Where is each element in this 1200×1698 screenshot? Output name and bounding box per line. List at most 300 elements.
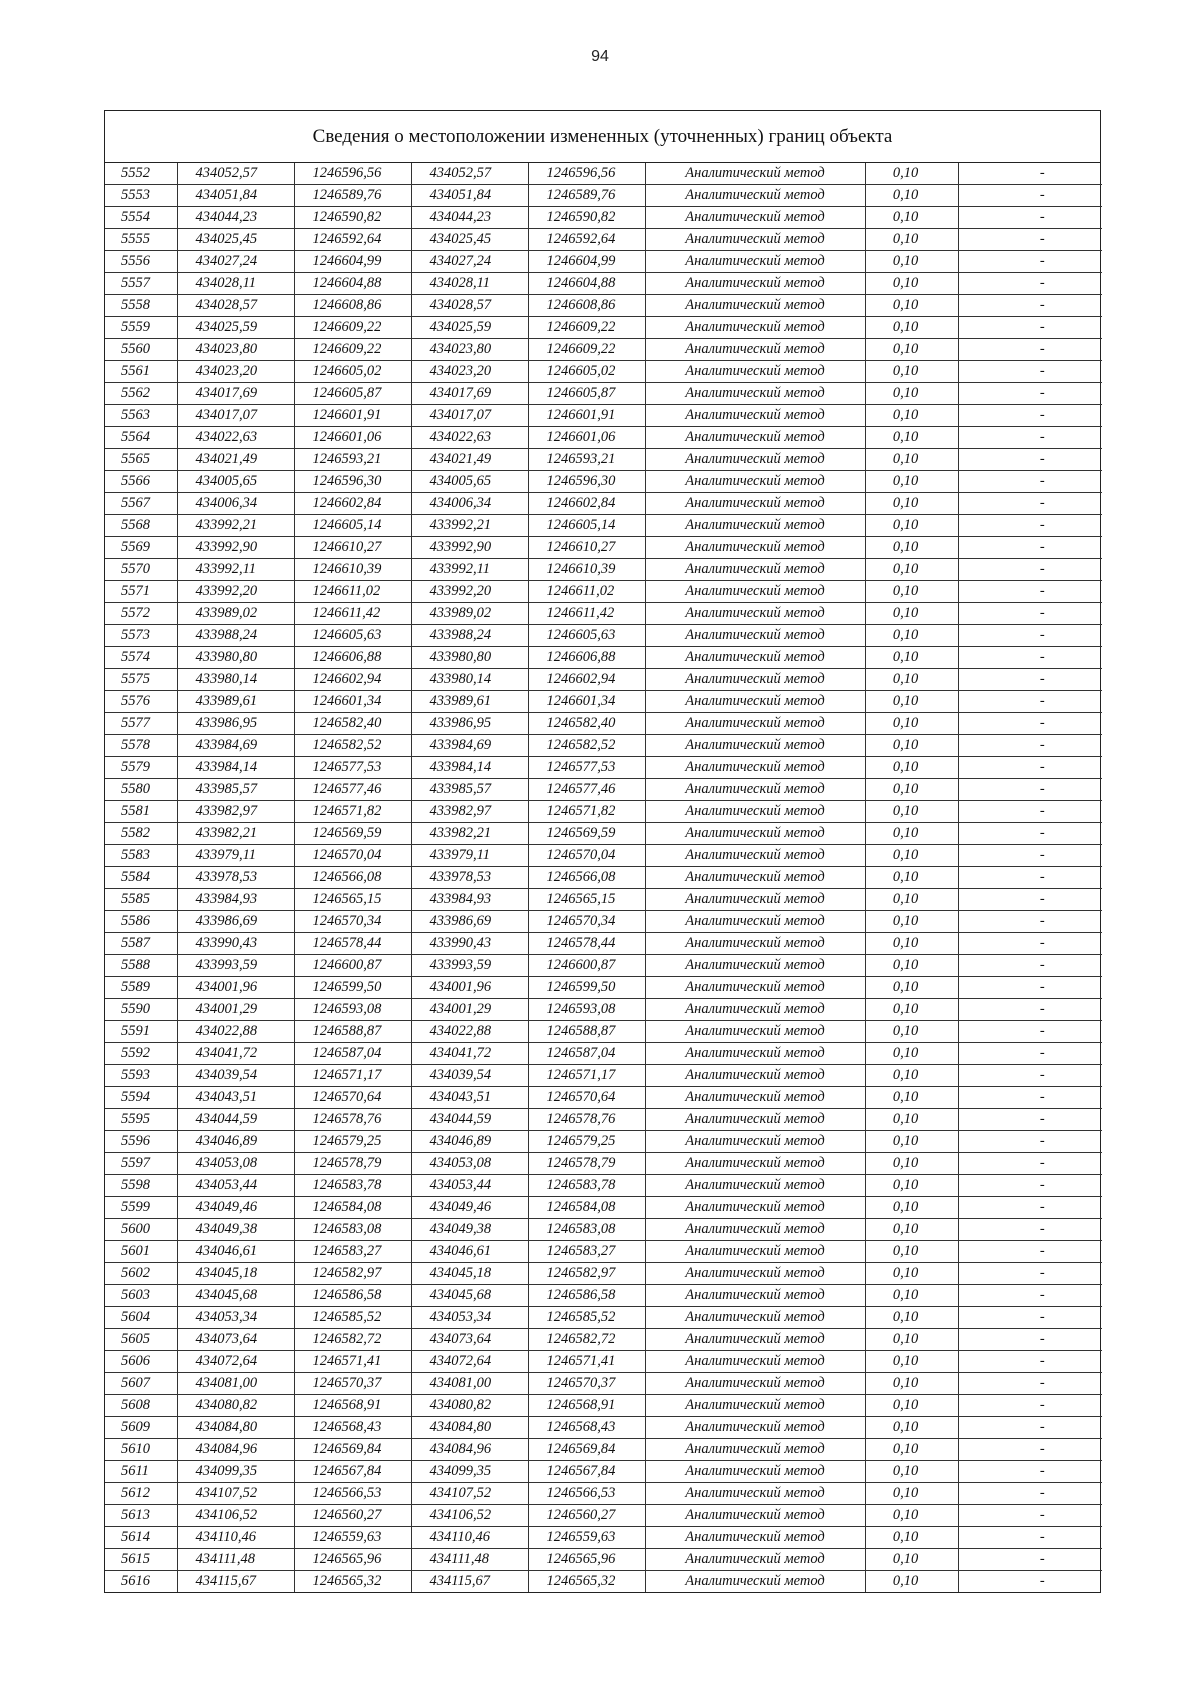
cell-x-new: 434080,82 [411, 1395, 528, 1417]
cell-y-existing: 1246582,52 [294, 735, 411, 757]
cell-y-existing: 1246605,63 [294, 625, 411, 647]
cell-point-number: 5597 [105, 1153, 177, 1175]
coordinates-table-body [105, 163, 1102, 1592]
table-row [105, 867, 1102, 889]
cell-precision: 0,10 [865, 1263, 958, 1285]
cell-y-new: 1246571,82 [528, 801, 645, 823]
cell-y-new: 1246568,43 [528, 1417, 645, 1439]
table-row [105, 1241, 1102, 1263]
cell-method: Аналитический метод [645, 1505, 865, 1527]
cell-x-existing: 434005,65 [177, 471, 294, 493]
cell-precision: 0,10 [865, 603, 958, 625]
cell-x-existing: 434053,08 [177, 1153, 294, 1175]
cell-x-new: 434107,52 [411, 1483, 528, 1505]
cell-x-existing: 434044,59 [177, 1109, 294, 1131]
cell-x-existing: 433992,20 [177, 581, 294, 603]
cell-y-existing: 1246577,46 [294, 779, 411, 801]
table-row [105, 779, 1102, 801]
cell-method: Аналитический метод [645, 691, 865, 713]
cell-x-new: 433978,53 [411, 867, 528, 889]
cell-x-existing: 434107,52 [177, 1483, 294, 1505]
cell-y-existing: 1246601,91 [294, 405, 411, 427]
table-row [105, 1021, 1102, 1043]
cell-y-existing: 1246585,52 [294, 1307, 411, 1329]
cell-description: - [958, 1483, 1102, 1505]
cell-description: - [958, 1153, 1102, 1175]
cell-y-new: 1246589,76 [528, 185, 645, 207]
cell-point-number: 5582 [105, 823, 177, 845]
cell-x-new: 434049,46 [411, 1197, 528, 1219]
cell-y-new: 1246605,87 [528, 383, 645, 405]
cell-x-existing: 433992,90 [177, 537, 294, 559]
cell-x-new: 433989,02 [411, 603, 528, 625]
table-row [105, 1087, 1102, 1109]
cell-point-number: 5565 [105, 449, 177, 471]
cell-x-existing: 434027,24 [177, 251, 294, 273]
table-row [105, 1065, 1102, 1087]
cell-method: Аналитический метод [645, 361, 865, 383]
cell-y-new: 1246605,14 [528, 515, 645, 537]
cell-method: Аналитический метод [645, 427, 865, 449]
cell-description: - [958, 691, 1102, 713]
cell-point-number: 5605 [105, 1329, 177, 1351]
cell-x-existing: 434017,07 [177, 405, 294, 427]
cell-point-number: 5557 [105, 273, 177, 295]
cell-description: - [958, 1065, 1102, 1087]
cell-method: Аналитический метод [645, 1307, 865, 1329]
cell-y-new: 1246565,96 [528, 1549, 645, 1571]
cell-x-existing: 434028,57 [177, 295, 294, 317]
cell-precision: 0,10 [865, 625, 958, 647]
cell-y-new: 1246571,41 [528, 1351, 645, 1373]
cell-x-new: 433985,57 [411, 779, 528, 801]
cell-y-new: 1246582,40 [528, 713, 645, 735]
cell-precision: 0,10 [865, 1351, 958, 1373]
cell-y-new: 1246602,94 [528, 669, 645, 691]
cell-x-existing: 434115,67 [177, 1571, 294, 1593]
cell-y-new: 1246586,58 [528, 1285, 645, 1307]
cell-x-new: 434053,08 [411, 1153, 528, 1175]
cell-x-existing: 434022,63 [177, 427, 294, 449]
cell-y-new: 1246609,22 [528, 339, 645, 361]
cell-y-existing: 1246570,64 [294, 1087, 411, 1109]
table-row [105, 581, 1102, 603]
cell-x-existing: 434045,68 [177, 1285, 294, 1307]
cell-x-existing: 434001,29 [177, 999, 294, 1021]
cell-y-new: 1246578,79 [528, 1153, 645, 1175]
cell-method: Аналитический метод [645, 1285, 865, 1307]
table-row [105, 1527, 1102, 1549]
cell-point-number: 5614 [105, 1527, 177, 1549]
cell-method: Аналитический метод [645, 207, 865, 229]
table-row [105, 691, 1102, 713]
cell-point-number: 5596 [105, 1131, 177, 1153]
cell-x-new: 433988,24 [411, 625, 528, 647]
cell-x-new: 433982,21 [411, 823, 528, 845]
cell-point-number: 5592 [105, 1043, 177, 1065]
cell-method: Аналитический метод [645, 251, 865, 273]
table-row [105, 1307, 1102, 1329]
cell-y-existing: 1246604,99 [294, 251, 411, 273]
table-row [105, 1043, 1102, 1065]
cell-y-existing: 1246583,78 [294, 1175, 411, 1197]
cell-method: Аналитический метод [645, 779, 865, 801]
cell-y-new: 1246570,04 [528, 845, 645, 867]
cell-method: Аналитический метод [645, 295, 865, 317]
cell-x-existing: 434044,23 [177, 207, 294, 229]
cell-y-new: 1246566,08 [528, 867, 645, 889]
cell-y-existing: 1246590,82 [294, 207, 411, 229]
table-row [105, 889, 1102, 911]
cell-method: Аналитический метод [645, 1087, 865, 1109]
cell-x-existing: 434051,84 [177, 185, 294, 207]
cell-x-existing: 433993,59 [177, 955, 294, 977]
cell-x-existing: 433989,61 [177, 691, 294, 713]
table-row [105, 625, 1102, 647]
cell-description: - [958, 1197, 1102, 1219]
cell-x-existing: 433992,11 [177, 559, 294, 581]
cell-point-number: 5595 [105, 1109, 177, 1131]
cell-y-new: 1246582,97 [528, 1263, 645, 1285]
cell-description: - [958, 361, 1102, 383]
cell-method: Аналитический метод [645, 933, 865, 955]
cell-precision: 0,10 [865, 207, 958, 229]
cell-y-new: 1246599,50 [528, 977, 645, 999]
cell-method: Аналитический метод [645, 185, 865, 207]
cell-precision: 0,10 [865, 1219, 958, 1241]
cell-method: Аналитический метод [645, 229, 865, 251]
cell-y-new: 1246611,02 [528, 581, 645, 603]
cell-x-new: 434106,52 [411, 1505, 528, 1527]
cell-precision: 0,10 [865, 999, 958, 1021]
cell-x-existing: 433989,02 [177, 603, 294, 625]
cell-point-number: 5586 [105, 911, 177, 933]
cell-point-number: 5572 [105, 603, 177, 625]
cell-y-new: 1246559,63 [528, 1527, 645, 1549]
cell-method: Аналитический метод [645, 1329, 865, 1351]
cell-x-new: 434001,96 [411, 977, 528, 999]
cell-point-number: 5607 [105, 1373, 177, 1395]
cell-y-existing: 1246566,08 [294, 867, 411, 889]
cell-precision: 0,10 [865, 537, 958, 559]
cell-x-existing: 434001,96 [177, 977, 294, 999]
cell-x-new: 433984,14 [411, 757, 528, 779]
cell-precision: 0,10 [865, 515, 958, 537]
cell-y-new: 1246585,52 [528, 1307, 645, 1329]
cell-y-existing: 1246592,64 [294, 229, 411, 251]
table-row [105, 1483, 1102, 1505]
table-row [105, 1417, 1102, 1439]
cell-method: Аналитический метод [645, 889, 865, 911]
cell-x-new: 433992,11 [411, 559, 528, 581]
cell-method: Аналитический метод [645, 1153, 865, 1175]
cell-point-number: 5616 [105, 1571, 177, 1593]
table-row [105, 1505, 1102, 1527]
cell-point-number: 5594 [105, 1087, 177, 1109]
cell-method: Аналитический метод [645, 339, 865, 361]
cell-x-existing: 433982,97 [177, 801, 294, 823]
cell-point-number: 5591 [105, 1021, 177, 1043]
cell-x-existing: 434049,38 [177, 1219, 294, 1241]
cell-point-number: 5556 [105, 251, 177, 273]
cell-precision: 0,10 [865, 383, 958, 405]
cell-x-new: 434043,51 [411, 1087, 528, 1109]
cell-description: - [958, 1263, 1102, 1285]
cell-y-new: 1246583,78 [528, 1175, 645, 1197]
cell-y-existing: 1246593,08 [294, 999, 411, 1021]
cell-point-number: 5603 [105, 1285, 177, 1307]
cell-x-new: 434073,64 [411, 1329, 528, 1351]
cell-x-existing: 434049,46 [177, 1197, 294, 1219]
cell-y-existing: 1246609,22 [294, 317, 411, 339]
cell-description: - [958, 1219, 1102, 1241]
cell-y-new: 1246610,27 [528, 537, 645, 559]
table-row [105, 933, 1102, 955]
cell-x-existing: 434111,48 [177, 1549, 294, 1571]
cell-y-new: 1246566,53 [528, 1483, 645, 1505]
cell-method: Аналитический метод [645, 1131, 865, 1153]
cell-point-number: 5615 [105, 1549, 177, 1571]
cell-y-new: 1246583,08 [528, 1219, 645, 1241]
cell-precision: 0,10 [865, 647, 958, 669]
cell-precision: 0,10 [865, 581, 958, 603]
coordinates-table [105, 163, 1102, 1592]
cell-y-existing: 1246582,97 [294, 1263, 411, 1285]
cell-y-new: 1246579,25 [528, 1131, 645, 1153]
cell-precision: 0,10 [865, 273, 958, 295]
cell-description: - [958, 867, 1102, 889]
cell-x-existing: 433992,21 [177, 515, 294, 537]
cell-method: Аналитический метод [645, 669, 865, 691]
cell-y-new: 1246611,42 [528, 603, 645, 625]
cell-y-existing: 1246608,86 [294, 295, 411, 317]
cell-x-existing: 434017,69 [177, 383, 294, 405]
cell-x-new: 433986,95 [411, 713, 528, 735]
cell-x-existing: 434022,88 [177, 1021, 294, 1043]
cell-y-existing: 1246578,79 [294, 1153, 411, 1175]
cell-y-new: 1246605,02 [528, 361, 645, 383]
table-row [105, 229, 1102, 251]
cell-x-existing: 433988,24 [177, 625, 294, 647]
cell-point-number: 5571 [105, 581, 177, 603]
cell-x-existing: 434053,34 [177, 1307, 294, 1329]
cell-y-existing: 1246570,04 [294, 845, 411, 867]
cell-x-new: 434001,29 [411, 999, 528, 1021]
table-row [105, 1153, 1102, 1175]
cell-method: Аналитический метод [645, 845, 865, 867]
cell-description: - [958, 1395, 1102, 1417]
cell-x-existing: 434053,44 [177, 1175, 294, 1197]
cell-description: - [958, 603, 1102, 625]
cell-method: Аналитический метод [645, 1461, 865, 1483]
cell-method: Аналитический метод [645, 1527, 865, 1549]
cell-method: Аналитический метод [645, 493, 865, 515]
cell-y-existing: 1246605,14 [294, 515, 411, 537]
cell-x-new: 433979,11 [411, 845, 528, 867]
cell-y-existing: 1246571,82 [294, 801, 411, 823]
cell-point-number: 5554 [105, 207, 177, 229]
cell-x-new: 434021,49 [411, 449, 528, 471]
cell-x-existing: 434110,46 [177, 1527, 294, 1549]
cell-x-new: 433990,43 [411, 933, 528, 955]
cell-point-number: 5578 [105, 735, 177, 757]
cell-method: Аналитический метод [645, 1241, 865, 1263]
cell-description: - [958, 1351, 1102, 1373]
cell-point-number: 5552 [105, 163, 177, 185]
cell-y-existing: 1246579,25 [294, 1131, 411, 1153]
cell-y-existing: 1246569,59 [294, 823, 411, 845]
cell-description: - [958, 1087, 1102, 1109]
cell-x-existing: 434039,54 [177, 1065, 294, 1087]
cell-precision: 0,10 [865, 713, 958, 735]
cell-point-number: 5588 [105, 955, 177, 977]
cell-method: Аналитический метод [645, 1439, 865, 1461]
cell-x-new: 434110,46 [411, 1527, 528, 1549]
cell-y-new: 1246592,64 [528, 229, 645, 251]
cell-description: - [958, 1373, 1102, 1395]
cell-method: Аналитический метод [645, 383, 865, 405]
cell-y-existing: 1246571,17 [294, 1065, 411, 1087]
cell-x-existing: 434084,80 [177, 1417, 294, 1439]
cell-y-existing: 1246587,04 [294, 1043, 411, 1065]
cell-y-existing: 1246602,94 [294, 669, 411, 691]
cell-x-new: 434027,24 [411, 251, 528, 273]
cell-y-existing: 1246601,06 [294, 427, 411, 449]
table-row [105, 493, 1102, 515]
cell-point-number: 5611 [105, 1461, 177, 1483]
cell-description: - [958, 977, 1102, 999]
cell-precision: 0,10 [865, 1109, 958, 1131]
cell-x-new: 434039,54 [411, 1065, 528, 1087]
cell-x-new: 434028,57 [411, 295, 528, 317]
cell-description: - [958, 1439, 1102, 1461]
cell-description: - [958, 933, 1102, 955]
table-row [105, 339, 1102, 361]
cell-x-existing: 434043,51 [177, 1087, 294, 1109]
cell-y-existing: 1246578,44 [294, 933, 411, 955]
cell-y-new: 1246582,52 [528, 735, 645, 757]
table-row [105, 1197, 1102, 1219]
table-row [105, 273, 1102, 295]
cell-y-existing: 1246559,63 [294, 1527, 411, 1549]
cell-method: Аналитический метод [645, 449, 865, 471]
page-number: 94 [591, 48, 609, 65]
cell-method: Аналитический метод [645, 317, 865, 339]
cell-point-number: 5575 [105, 669, 177, 691]
cell-y-new: 1246609,22 [528, 317, 645, 339]
cell-point-number: 5579 [105, 757, 177, 779]
table-row [105, 1263, 1102, 1285]
cell-method: Аналитический метод [645, 559, 865, 581]
cell-precision: 0,10 [865, 449, 958, 471]
cell-precision: 0,10 [865, 559, 958, 581]
cell-x-existing: 434023,20 [177, 361, 294, 383]
cell-point-number: 5555 [105, 229, 177, 251]
cell-point-number: 5590 [105, 999, 177, 1021]
cell-x-new: 433989,61 [411, 691, 528, 713]
table-row [105, 1329, 1102, 1351]
cell-y-new: 1246571,17 [528, 1065, 645, 1087]
cell-precision: 0,10 [865, 1285, 958, 1307]
cell-point-number: 5599 [105, 1197, 177, 1219]
cell-x-existing: 434045,18 [177, 1263, 294, 1285]
cell-x-new: 434017,69 [411, 383, 528, 405]
cell-y-new: 1246601,91 [528, 405, 645, 427]
cell-y-existing: 1246610,39 [294, 559, 411, 581]
cell-method: Аналитический метод [645, 977, 865, 999]
cell-method: Аналитический метод [645, 1175, 865, 1197]
cell-y-existing: 1246560,27 [294, 1505, 411, 1527]
cell-x-new: 434041,72 [411, 1043, 528, 1065]
table-row [105, 1373, 1102, 1395]
cell-precision: 0,10 [865, 229, 958, 251]
cell-method: Аналитический метод [645, 1263, 865, 1285]
cell-precision: 0,10 [865, 1131, 958, 1153]
cell-x-existing: 434023,80 [177, 339, 294, 361]
cell-x-new: 434017,07 [411, 405, 528, 427]
table-row [105, 1175, 1102, 1197]
cell-precision: 0,10 [865, 889, 958, 911]
cell-method: Аналитический метод [645, 757, 865, 779]
cell-precision: 0,10 [865, 317, 958, 339]
table-row [105, 361, 1102, 383]
cell-precision: 0,10 [865, 691, 958, 713]
cell-y-new: 1246569,59 [528, 823, 645, 845]
cell-point-number: 5560 [105, 339, 177, 361]
cell-precision: 0,10 [865, 1197, 958, 1219]
cell-description: - [958, 911, 1102, 933]
cell-x-existing: 434099,35 [177, 1461, 294, 1483]
cell-precision: 0,10 [865, 361, 958, 383]
cell-precision: 0,10 [865, 405, 958, 427]
cell-point-number: 5574 [105, 647, 177, 669]
cell-precision: 0,10 [865, 471, 958, 493]
cell-x-existing: 434081,00 [177, 1373, 294, 1395]
cell-method: Аналитический метод [645, 999, 865, 1021]
cell-y-new: 1246604,88 [528, 273, 645, 295]
cell-y-existing: 1246605,87 [294, 383, 411, 405]
cell-description: - [958, 625, 1102, 647]
cell-y-new: 1246610,39 [528, 559, 645, 581]
cell-point-number: 5613 [105, 1505, 177, 1527]
cell-description: - [958, 317, 1102, 339]
cell-description: - [958, 889, 1102, 911]
cell-point-number: 5561 [105, 361, 177, 383]
cell-precision: 0,10 [865, 977, 958, 999]
cell-precision: 0,10 [865, 1175, 958, 1197]
cell-description: - [958, 163, 1102, 185]
cell-description: - [958, 1549, 1102, 1571]
cell-point-number: 5602 [105, 1263, 177, 1285]
cell-method: Аналитический метод [645, 713, 865, 735]
table-row [105, 1549, 1102, 1571]
cell-description: - [958, 559, 1102, 581]
cell-x-existing: 433985,57 [177, 779, 294, 801]
cell-point-number: 5585 [105, 889, 177, 911]
cell-x-new: 433980,80 [411, 647, 528, 669]
cell-y-existing: 1246593,21 [294, 449, 411, 471]
cell-x-new: 434072,64 [411, 1351, 528, 1373]
cell-description: - [958, 1505, 1102, 1527]
cell-point-number: 5569 [105, 537, 177, 559]
cell-description: - [958, 779, 1102, 801]
cell-x-new: 434046,61 [411, 1241, 528, 1263]
table-row [105, 1219, 1102, 1241]
cell-precision: 0,10 [865, 1021, 958, 1043]
table-row [105, 317, 1102, 339]
cell-point-number: 5583 [105, 845, 177, 867]
cell-x-existing: 433984,14 [177, 757, 294, 779]
